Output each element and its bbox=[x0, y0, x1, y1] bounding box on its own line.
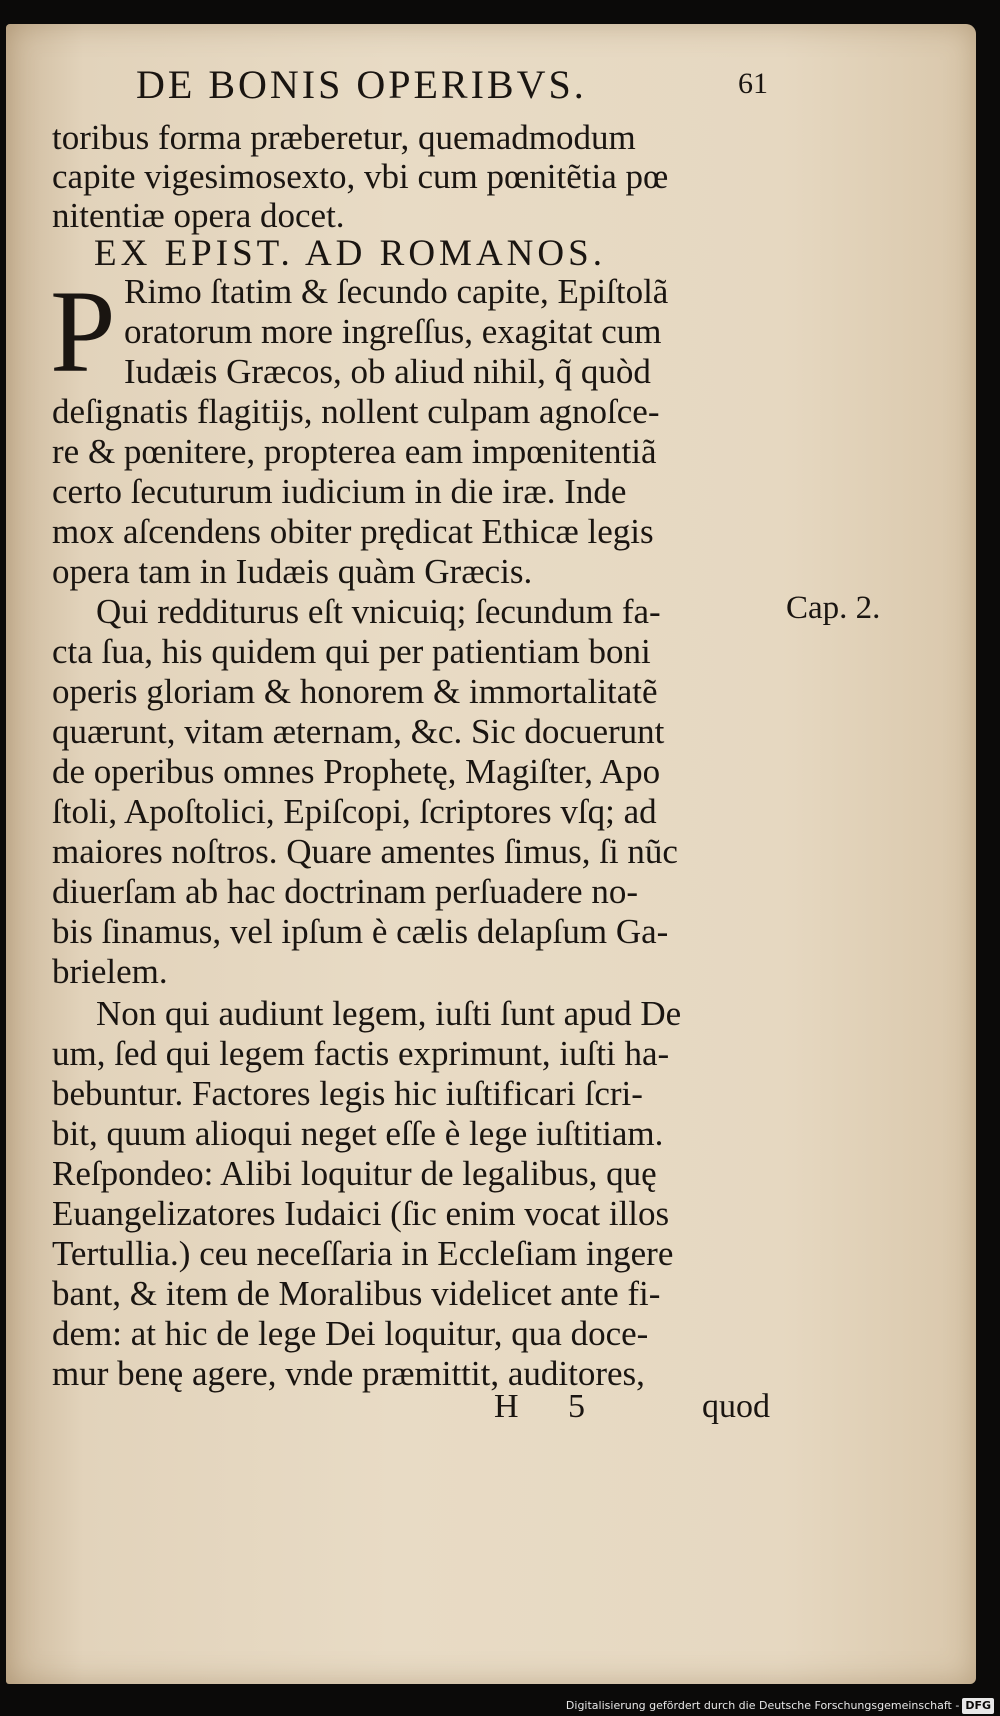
text-line: dem: at hic de lege Dei loquitur, qua doce- bbox=[52, 1314, 649, 1353]
text-line: Euangelizatores Iudaici (ſic enim vocat illos bbox=[52, 1194, 670, 1233]
dfg-logo: DFG bbox=[962, 1698, 994, 1714]
text-line: Non qui audiunt legem, iuſti ſunt apud De bbox=[96, 994, 682, 1033]
text-line: bit, quum alioqui neget eſſe è lege iuſtitiam. bbox=[52, 1114, 664, 1153]
text-line: mox aſcendens obiter prędicat Ethicæ legis bbox=[52, 512, 654, 551]
digitization-credit bbox=[566, 1698, 994, 1714]
text-line: mur benę agere, vnde præmittit, auditores, bbox=[52, 1354, 645, 1393]
catchword: quod bbox=[702, 1388, 770, 1425]
text-line: cta ſua, his quidem qui per patientiam boni bbox=[52, 632, 651, 671]
text-line: oratorum more ingreſſus, exagitat cum bbox=[124, 312, 662, 351]
text-line: operis gloriam & honorem & immortalitatẽ bbox=[52, 672, 658, 711]
text-line: bis ſinamus, vel ipſum è cælis delapſum Ga- bbox=[52, 912, 669, 951]
text-line: nitentiæ opera docet. bbox=[52, 196, 345, 235]
text-line: ſtoli, Apoſtolici, Epiſcopi, ſcriptores vſq; ad bbox=[52, 792, 657, 831]
page-number: 61 bbox=[738, 67, 768, 100]
text-line: toribus forma præberetur, quemadmodum bbox=[52, 118, 636, 157]
signature-number: 5 bbox=[568, 1388, 585, 1425]
running-title: DE BONIS OPERIBVS. bbox=[136, 62, 587, 107]
text-line: de operibus omnes Prophetę, Magiſter, Apo bbox=[52, 752, 661, 791]
text-line: brielem. bbox=[52, 952, 168, 991]
text-line: um, ſed qui legem factis exprimunt, iuſti ha- bbox=[52, 1034, 670, 1073]
text-line: maiores noſtros. Quare amentes ſimus, ſi nũc bbox=[52, 832, 678, 871]
signature-mark: H bbox=[494, 1388, 519, 1425]
text-line: bebuntur. Factores legis hic iuſtificari ſcri- bbox=[52, 1074, 643, 1113]
text-line: Reſpondeo: Alibi loquitur de legalibus, quę bbox=[52, 1154, 657, 1193]
text-line: Iudæis Græcos, ob aliud nihil, q̃ quòd bbox=[124, 352, 651, 391]
section-heading: EX EPIST. AD ROMANOS. bbox=[94, 233, 606, 274]
text-line: diuerſam ab hac doctrinam perſuadere no- bbox=[52, 872, 638, 911]
text-line: quærunt, vitam æternam, &c. Sic docuerunt bbox=[52, 712, 665, 751]
credit-text: Digitalisierung gefördert durch die Deutsche Forschungsgemeinschaft - bbox=[565, 1699, 960, 1712]
text-line: capite vigesimosexto, vbi cum pœnitẽtia pœ bbox=[52, 157, 669, 196]
text-line: opera tam in Iudæis quàm Græcis. bbox=[52, 552, 533, 591]
margin-note: Cap. 2. bbox=[786, 590, 881, 626]
text-line: Tertullia.) ceu neceſſaria in Eccleſiam ingere bbox=[52, 1234, 674, 1273]
text-line: Qui redditurus eſt vnicuiq; ſecundum fa- bbox=[96, 592, 661, 631]
text-line: Rimo ſtatim & ſecundo capite, Epiſtolã bbox=[124, 272, 669, 311]
text-line: certo ſecuturum iudicium in die iræ. Inde bbox=[52, 472, 627, 511]
text-line: bant, & item de Moralibus videlicet ante fi- bbox=[52, 1274, 661, 1313]
text-line: deſignatis flagitijs, nollent culpam agnoſce- bbox=[52, 392, 660, 431]
drop-cap: P bbox=[50, 266, 116, 397]
text-line: re & pœnitere, propterea eam impœnitentiã bbox=[52, 432, 657, 471]
